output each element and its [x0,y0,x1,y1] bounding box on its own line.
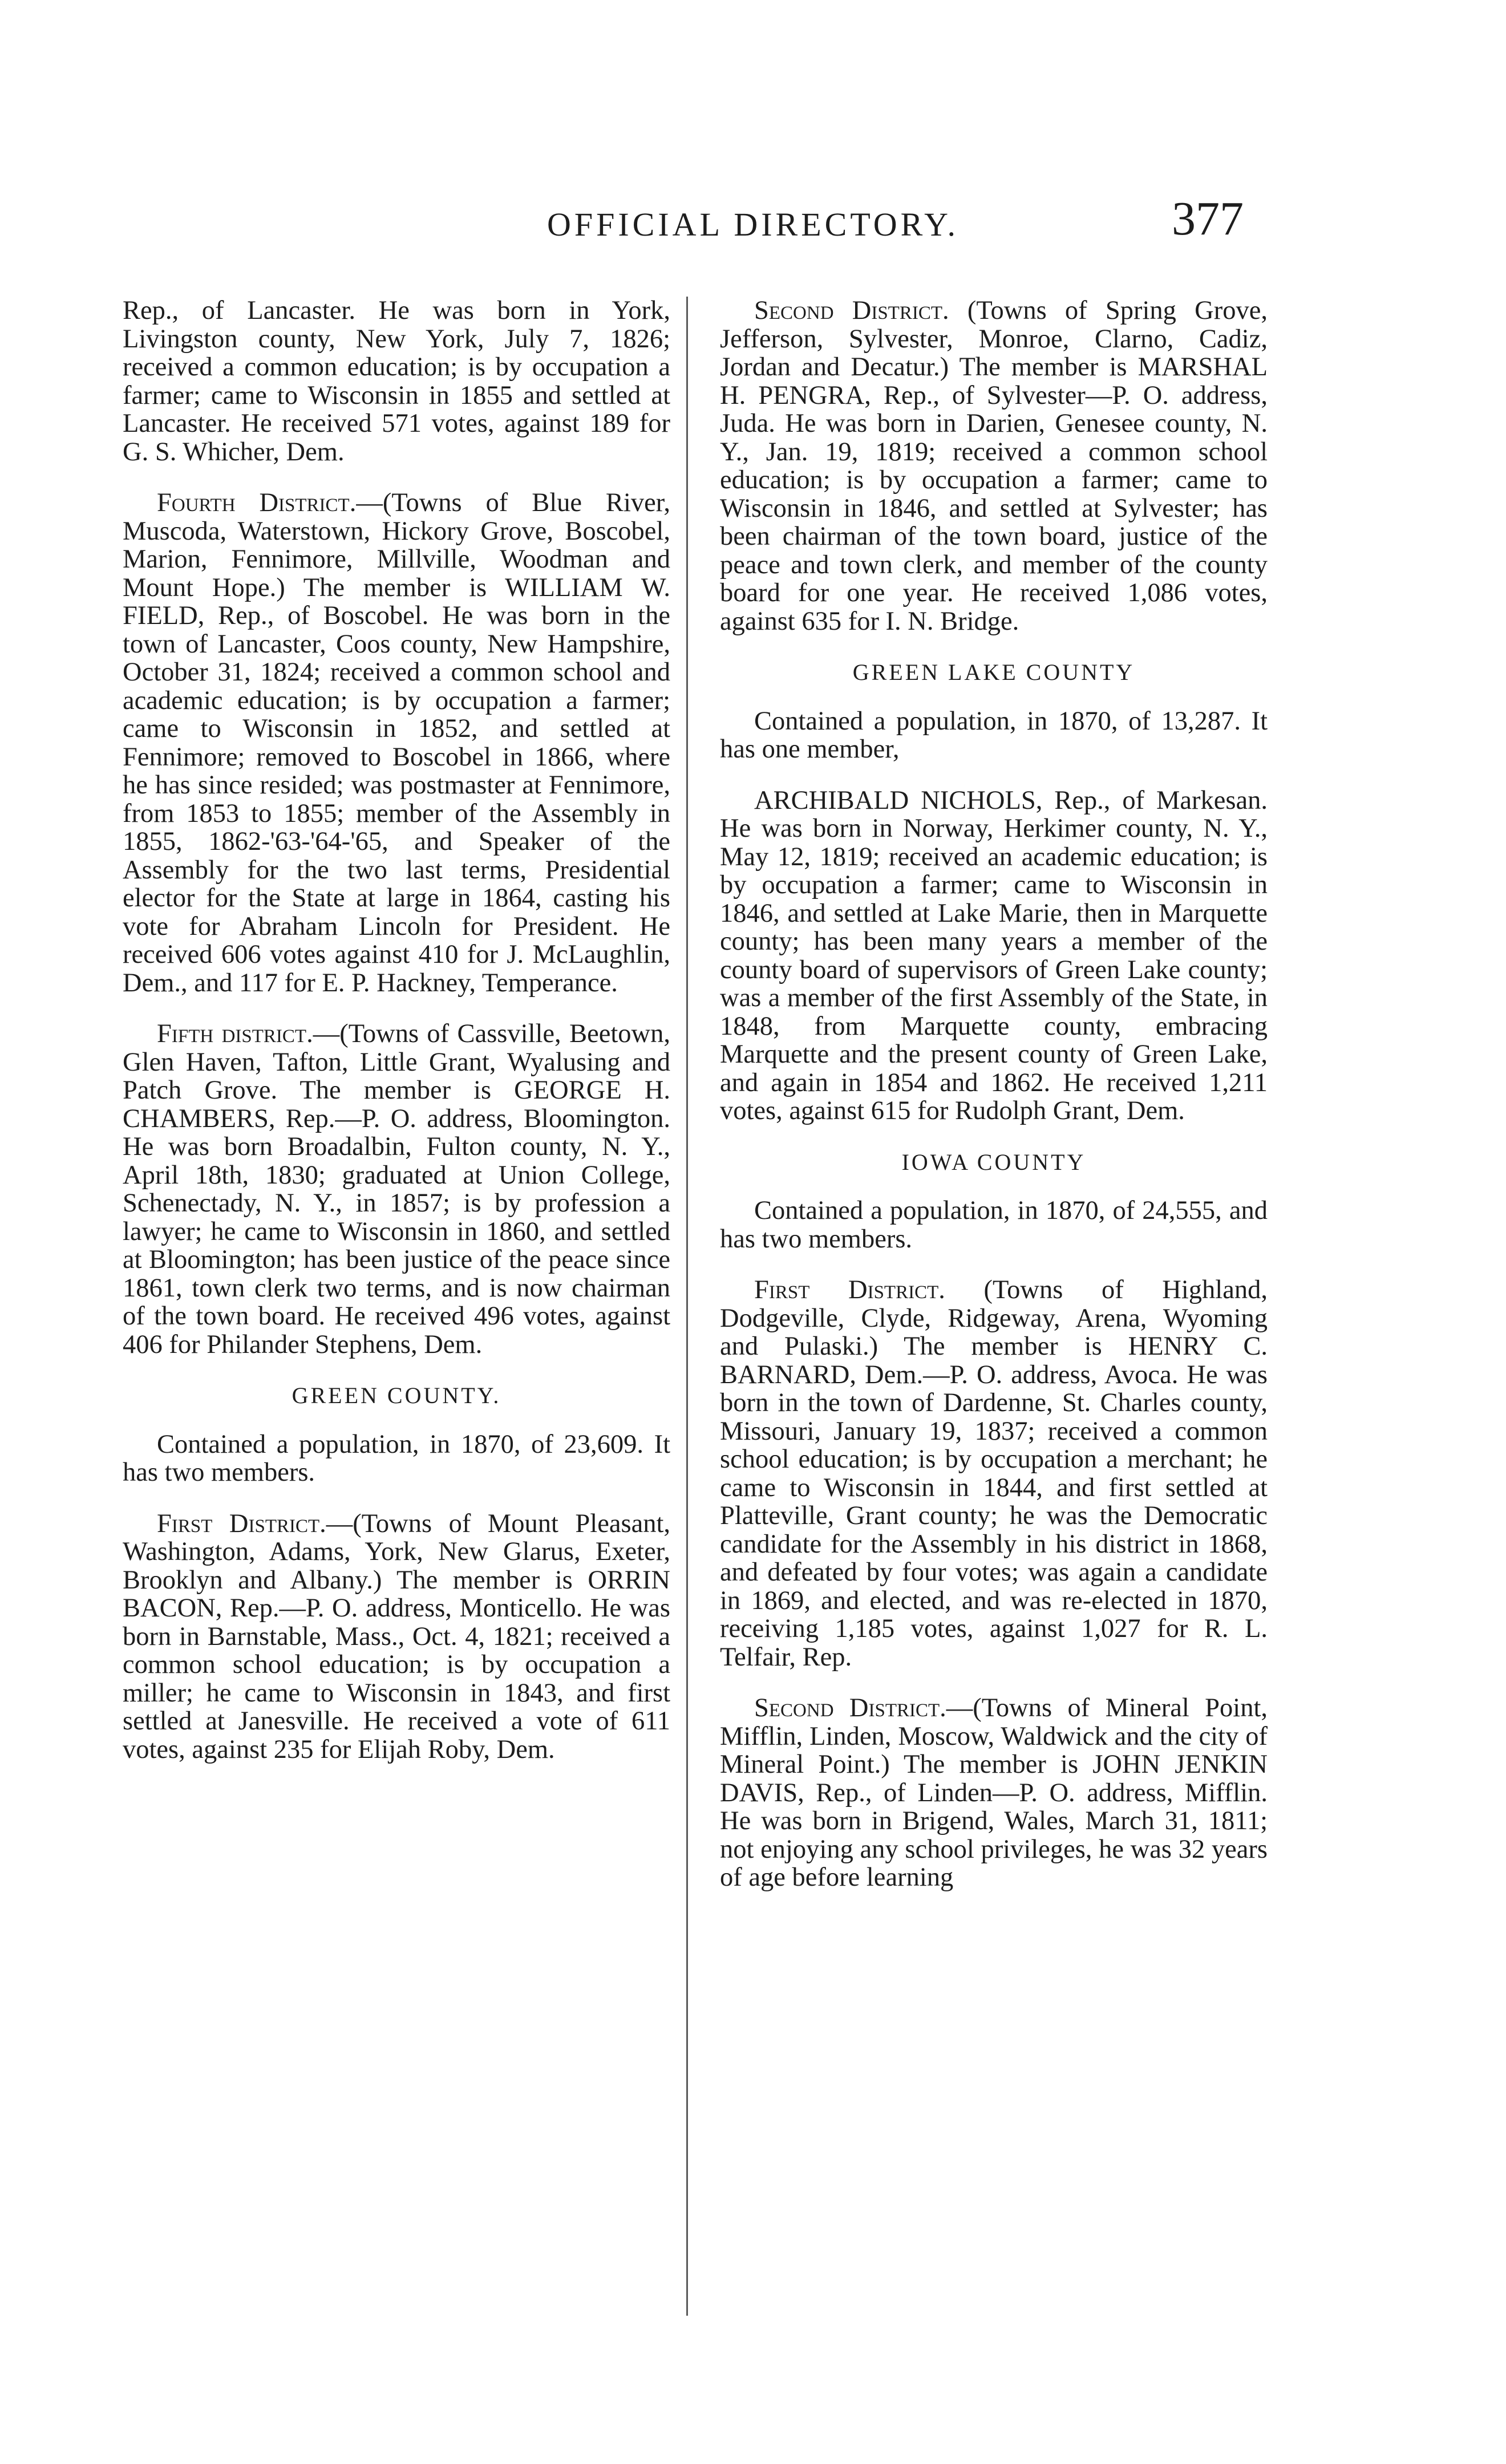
paragraph-text: (Towns of Highland, Dodgeville, Clyde, Ridgeway, Arena, Wyoming and Pulaski.) The member is HENRY C. BARNARD, Dem.—P. O. address, Avoca. He was born in the town of Dardenne, St. Charles county, Missouri, January 19, 1837; received a common school education; is by occupation a merchant; he came to Wisconsin in 1844, and first settled at Platteville, Grant county; he was the Democratic candidate for the Assembly in his district in 1868, and defeated by four votes; was again a candidate in 1869, and elected, and was re-elected in 1870, receiving 1,185 votes, against 1,027 for R. L. Telfair, Rep. [720,1275,1268,1672]
district-lead: Second District. [754,296,949,325]
paragraph [123,1020,670,1359]
paragraph [720,1197,1268,1253]
paragraph-text: ARCHIBALD NICHOLS, Rep., of Markesan. He was born in Norway, Herkimer county, N. Y., May 12, 1819; received an academic education; is by occupation a farmer; came to Wisconsin in 1846, and settled at Lake Marie, then in Marquette county; has been many years a member of the county board of supervisors of Green Lake county; was a member of the first Assembly of the State, in 1848, from Marquette county, embracing Marquette and the present county of Green Lake, and again in 1854 and 1862. He received 1,211 votes, against 615 for Rudolph Grant, Dem. [720,785,1268,1125]
paragraph [720,1276,1268,1671]
right-column [720,297,1268,1915]
county-heading: GREEN LAKE COUNTY [852,659,1135,685]
paragraph [720,707,1268,764]
paragraph [720,1694,1268,1892]
running-head: OFFICIAL DIRECTORY. [546,206,960,243]
paragraph [720,297,1268,635]
district-lead: Fourth District. [157,488,357,517]
district-lead: First District. [754,1275,945,1304]
district-lead: First District. [157,1509,326,1538]
left-column [123,297,670,1786]
paragraph-text: (Towns of Spring Grove, Jefferson, Sylvester, Monroe, Clarno, Cadiz, Jordan and Decatur.) The member is MARSHAL H. PENGRA, Rep., of Sylvester—P. O. address, Juda. He was born in Darien, Genesee county, N. Y., Jan. 19, 1819; received a common school education; is by occupation a farmer; came to Wisconsin in 1846, and settled at Sylvester; has been chairman of the town board, justice of the peace and town clerk, and member of the county board for one year. He received 1,086 votes, against 635 for I. N. Bridge. [720,296,1268,636]
paragraph [123,1430,670,1487]
paragraph [123,1510,670,1764]
paragraph [123,297,670,466]
paragraph-text: —(Towns of Cassville, Beetown, Glen Haven, Tafton, Little Grant, Wyalusing and Patch Grove. The member is GEORGE H. CHAMBERS, Rep.—P. O. address, Bloomington. He was born Broadalbin, Fulton county, N. Y., April 18th, 1830; graduated at Union College, Schenectady, N. Y., in 1857; is by profession a lawyer; he came to Wisconsin in 1860, and settled at Bloomington; has been justice of the peace since 1861, town clerk two terms, and is now chairman of the town board. He received 496 votes, against 406 for Philander Stephens, Dem. [123,1019,670,1359]
paragraph-text: —(Towns of Blue River, Muscoda, Waterstown, Hickory Grove, Boscobel, Marion, Fennimore, Millville, Woodman and Mount Hope.) The member is WILLIAM W. FIELD, Rep., of Boscobel. He was born in the town of Lancaster, Coos county, New Hampshire, October 31, 1824; received a common school and academic education; is by occupation a farmer; came to Wisconsin in 1852, and settled at Fennimore; removed to Boscobel in 1866, where he has since resided; was postmaster at Fennimore, from 1853 to 1855; member of the Assembly in 1855, 1862-'63-'64-'65, and Speaker of the Assembly for the two last terms, Presidential elector for the State at large in 1864, casting his vote for Abraham Lincoln for President. He received 606 votes against 410 for J. McLaughlin, Dem., and 117 for E. P. Hackney, Temperance. [123,488,670,998]
paragraph-text: Contained a population, in 1870, of 24,555, and has two members. [720,1196,1268,1254]
district-lead: Fifth district. [157,1019,313,1048]
page-number: 377 [1172,192,1244,245]
paragraph-text: Rep., of Lancaster. He was born in York, Livingston county, New York, July 7, 1826; received a common education; is by occupation a farmer; came to Wisconsin in 1855 and settled at Lancaster. He received 571 votes, against 189 for G. S. Whicher, Dem. [123,296,670,467]
paragraph-text: Contained a population, in 1870, of 23,609. It has two members. [123,1429,670,1487]
district-lead: Second District. [754,1693,946,1723]
paragraph-text: —(Towns of Mineral Point, Mifflin, Linden, Moscow, Waldwick and the city of Mineral Point.) The member is JOHN JENKIN DAVIS, Rep., of Linden—P. O. address, Mifflin. He was born in Brigend, Wales, March 31, 1811; not enjoying any school privileges, he was 32 years of age before learning [720,1693,1268,1892]
county-heading: GREEN COUNTY. [292,1383,501,1408]
paragraph-text: Contained a population, in 1870, of 13,287. It has one member, [720,706,1268,764]
paragraph-text: —(Towns of Mount Pleasant, Washington, Adams, York, New Glarus, Exeter, Brooklyn and Albany.) The member is ORRIN BACON, Rep.—P. O. address, Monticello. He was born in Barnstable, Mass., Oct. 4, 1821; received a common school education; is by occupation a miller; he came to Wisconsin in 1843, and first settled at Janesville. He received a vote of 611 votes, against 235 for Elijah Roby, Dem. [123,1509,671,1764]
county-heading: IOWA COUNTY [901,1149,1086,1175]
paragraph [123,489,670,997]
paragraph [720,787,1268,1125]
column-rule [686,297,688,2316]
